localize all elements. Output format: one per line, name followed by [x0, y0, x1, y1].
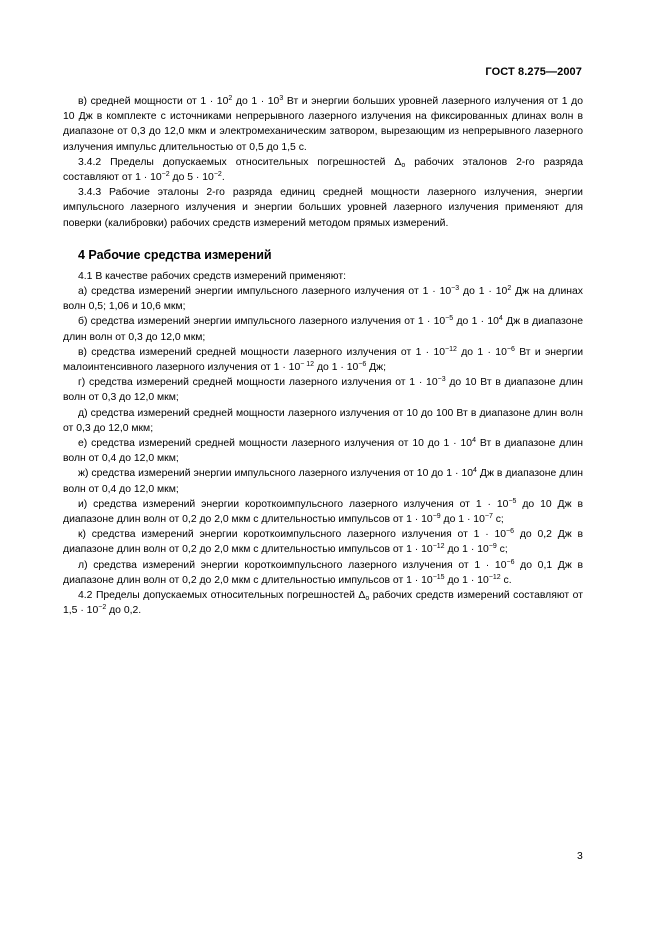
- page-number: 3: [577, 851, 583, 862]
- paragraph-4-1: 4.1 В качестве рабочих средств измерений применяют:: [78, 270, 346, 282]
- paragraph-3-4-3: 3.4.3 Рабочие эталоны 2-го разряда единиц средней мощности лазерного излучения, энергии импульсного лазерного излучения и энергии больших уровней лазерного излучения применяют для поверки (калибровки) рабочих средств измерений методом прямых измерений.: [63, 187, 583, 229]
- section-4-title: 4 Рабочие средства измерений: [78, 247, 272, 262]
- list-item-d: д) средства измерений средней мощности лазерного излучения от 10 до 100 Вт в диапазоне длин волн от 0,3 до 12,0 мкм;: [63, 407, 583, 434]
- list-item-l: л) средства измерений энергии короткоимпульсного лазерного излучения от $1 \cdot 10^{-6}$ до 0,1 Дж в диапазоне длин волн от 0,2 до 2,0 мкм с длительностью импульсов от $1 \cdot 10^{-15}$ до $1 \cdot 10^{-12}$ с.: [63, 558, 583, 586]
- list-item-a: а) средства измерений энергии импульсного лазерного излучения от $1 \cdot 10^{-3}$ до $1 \cdot 10^2$ Дж на длинах волн 0,5; 1,06 и 10,6 мкм;: [63, 285, 583, 313]
- list-item-zh: ж) средства измерений энергии импульсного лазерного излучения от 10 до $1 \cdot 10^4$ Дж в диапазоне длин волн от 0,4 до 12,0 мкм;: [63, 467, 583, 495]
- paragraph-3-4-2: 3.4.2 Пределы допускаемых относительных погрешностей $\Delta_о$ рабочих эталонов 2-го разряда составляют от $1 \cdot 10^{-2}$ до $5 \cdot 10^{-2}$.: [63, 156, 583, 184]
- list-item-g: г) средства измерений средней мощности лазерного излучения от $1 \cdot 10^{-3}$ до 10 Вт в диапазоне длин волн от 0,3 до 12,0 мкм;: [63, 376, 583, 404]
- document-code: ГОСТ 8.275—2007: [485, 66, 582, 78]
- document-body: [63, 94, 583, 619]
- list-item-v: в) средства измерений средней мощности лазерного излучения от $1 \cdot 10^{-12}$ до $1 \cdot 10^{-6}$ Вт и энергии малоинтенсивного лазерного излучения от $1 \cdot 10^{- 12}$ до $1 \cdot 10^{-6}$ Дж;: [63, 345, 583, 374]
- list-item-i: и) средства измерений энергии короткоимпульсного лазерного излучения от $1 \cdot 10^{-5}$ до 10 Дж в диапазоне длин волн от 0,2 до 2,0 мкм с длительностью импульсов от $1 \cdot 10^{-9}$ до $1 \cdot 10^{-7}$ с;: [63, 497, 583, 526]
- list-item-e: е) средства измерений средней мощности лазерного излучения от 10 до $1 \cdot 10^4$ Вт в диапазоне длин волн от 0,4 до 12,0 мкм;: [63, 437, 583, 465]
- paragraph-3-4-1-v: в) средней мощности от $1 \cdot 10^2$ до $1 \cdot 10^3$ Вт и энергии больших уровней лазерного излучения от 1 до 10 Дж в комплекте с источниками непрерывного лазерного излучения на фиксированных длинах волн в диапазоне от 0,3 до 12,0 мкм и электромеханическим затвором, вырезающим из непрерывного лазерного излучения импульс длительностью от 0,5 до 1,5 с.: [63, 95, 584, 153]
- list-item-k: к) средства измерений энергии короткоимпульсного лазерного излучения от $1 \cdot 10^{-6}$ до 0,2 Дж в диапазоне длин волн от 0,2 до 2,0 мкм с длительностью импульсов от $1 \cdot 10^{-12}$ до $1 \cdot 10^{-9}$ с;: [63, 528, 583, 556]
- paragraph-4-2: 4.2 Пределы допускаемых относительных погрешностей $\Delta_о$ рабочих средств измерений составляют от $1,5 \cdot 10^{-2}$ до 0,2.: [63, 590, 583, 617]
- list-item-b: б) средства измерений энергии импульсного лазерного излучения от $1 \cdot 10^{-5}$ до $1 \cdot 10^4$ Дж в диапазоне длин волн от 0,3 до 12,0 мкм;: [63, 315, 583, 343]
